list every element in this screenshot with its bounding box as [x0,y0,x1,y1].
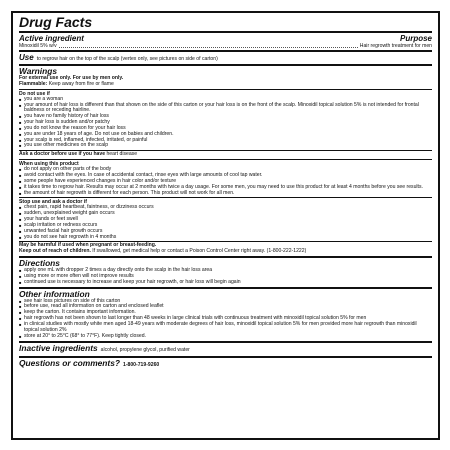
children-text: If swallowed, get medical help or contact a Poison Control Center right away. (1-800-222-1222) [90,248,307,255]
pregnancy-warning: May be harmful if used when pregnant or breast-feeding. [19,242,157,249]
list-item: ■ you are a woman [19,97,432,103]
list-item: ■ do not apply on other parts of the body [19,167,432,173]
ask-doctor-line [19,152,432,158]
directions-heading: Directions [19,258,60,269]
list-item: ■ chest pain, rapid heartbeat, faintness, or dizziness occurs [19,205,432,211]
inactive-ingredients-text: alcohol, propylene glycol, purified water [100,346,190,353]
children-warning [19,249,432,255]
directions-list [19,268,432,286]
list-item: ■ your amount of hair loss is different than that shown on the side of this carton or your hair loss is on the front of the scalp. Minoxidil topical solution 5% is not intended for frontal baldness or receding hairline. [19,103,432,115]
ingredient-purpose: Hair regrowth treatment for men [359,43,432,49]
purpose-heading: Purpose [399,34,432,43]
list-item: ■ your scalp is red, inflamed, infected, irritated, or painful [19,138,432,144]
list-item: ■ you do not know the reason for your hair loss [19,126,432,132]
external-use-warning: For external use only. For use by men only. [19,75,124,81]
divider [19,159,432,160]
list-item: ■ your hair loss is sudden and/or patchy [19,120,432,126]
list-item: ■ see hair loss pictures on side of this carton [19,299,432,305]
use-section [19,53,432,63]
divider [19,64,432,66]
active-ingredient-row [19,43,432,49]
list-item: ■ some people have experienced changes in hair color and/or texture [19,179,432,185]
divider [19,256,432,258]
use-text: to regrow hair on the top of the scalp (vertex only, see pictures on side of carton) [36,56,218,62]
list-item: ■ keep the carton. It contains important information. [19,310,432,316]
list-item: ■ sudden, unexplained weight gain occurs [19,211,432,217]
do-not-use-list [19,97,432,150]
list-item: ■ you do not see hair regrowth in 4 months [19,235,432,241]
flammable-warning [19,82,432,88]
list-item: ■ you have no family history of hair loss [19,114,432,120]
do-not-use-heading: Do not use if [19,90,50,97]
active-ingredient-heading: Active ingredient [19,34,84,43]
list-item: ■ using more or more often will not improve results [19,274,432,280]
list-item: ■ scalp irritation or redness occurs [19,223,432,229]
divider [19,89,432,90]
flammable-text: Keep away from fire or flame [47,80,114,87]
questions-section [19,359,432,370]
divider [19,50,432,52]
list-item: ■ you are under 18 years of age. Do not use on babies and children. [19,132,432,138]
ask-doctor-label: Ask a doctor before use if you have [19,151,106,158]
list-item: ■ it takes time to regrow hair. Results may occur at 2 months with twice a day usage. For some men, you may need to use this product for at least 4 months before you see results. [19,185,432,191]
active-ingredient-header [19,34,432,43]
other-information-section [19,290,432,340]
divider [19,197,432,198]
list-item: ■ the amount of hair regrowth is different for each person. This product will not work for all men. [19,191,432,197]
stop-use-list [19,205,432,240]
list-item: ■ your hands or feet swell [19,217,432,223]
list-item: ■ store at 20° to 25°C (68° to 77°F). Keep tightly closed. [19,334,432,340]
questions-phone: 1-800-719-9260 [122,361,160,368]
ask-doctor-text: heart disease [105,151,138,158]
warnings-heading: Warnings [19,66,58,76]
list-item: ■ continued use is necessary to increase and keep your hair regrowth, or hair loss will begin again [19,280,432,286]
list-item: ■ hair regrowth has not been shown to last longer than 48 weeks in large clinical trials with continuous treatment with minoxidil topical solution 5% for men [19,316,432,322]
when-using-list [19,167,432,196]
list-item: ■ in clinical studies with mostly white men aged 18-49 years with moderate degrees of hair loss, minoxidil topical solution 5% for men provided more hair regrowth than minoxidil topical solution 2% [19,322,432,334]
children-label: Keep out of reach of children. [19,248,91,255]
inactive-ingredients-heading: Inactive ingredients [19,342,98,353]
when-using-heading: When using this product [19,161,79,168]
flammable-label: Flammable: [19,80,48,87]
list-item: ■ apply one mL with dropper 2 times a day directly onto the scalp in the hair loss area [19,268,432,274]
use-heading: Use [19,53,34,62]
drug-facts-panel [11,11,440,440]
directions-section [19,259,432,286]
list-item: ■ avoid contact with the eyes. In case of accidental contact, rinse eyes with large amounts of cool tap water. [19,173,432,179]
list-item: ■ unwanted facial hair growth occurs [19,229,432,235]
other-information-heading: Other information [19,288,90,299]
other-information-list [19,299,432,340]
ingredient-name: Minoxidil 5% w/v [19,43,57,49]
leader-dots [59,43,358,48]
drug-facts-title: Drug Facts [19,15,432,33]
inactive-ingredients-section [19,344,432,355]
list-item: ■ before use, read all information on carton and enclosed leaflet [19,304,432,310]
stop-use-heading: Stop use and ask a doctor if [19,199,87,206]
warnings-section [19,67,432,255]
list-item: ■ you use other medicines on the scalp [19,143,432,149]
questions-heading: Questions or comments? [19,357,120,368]
